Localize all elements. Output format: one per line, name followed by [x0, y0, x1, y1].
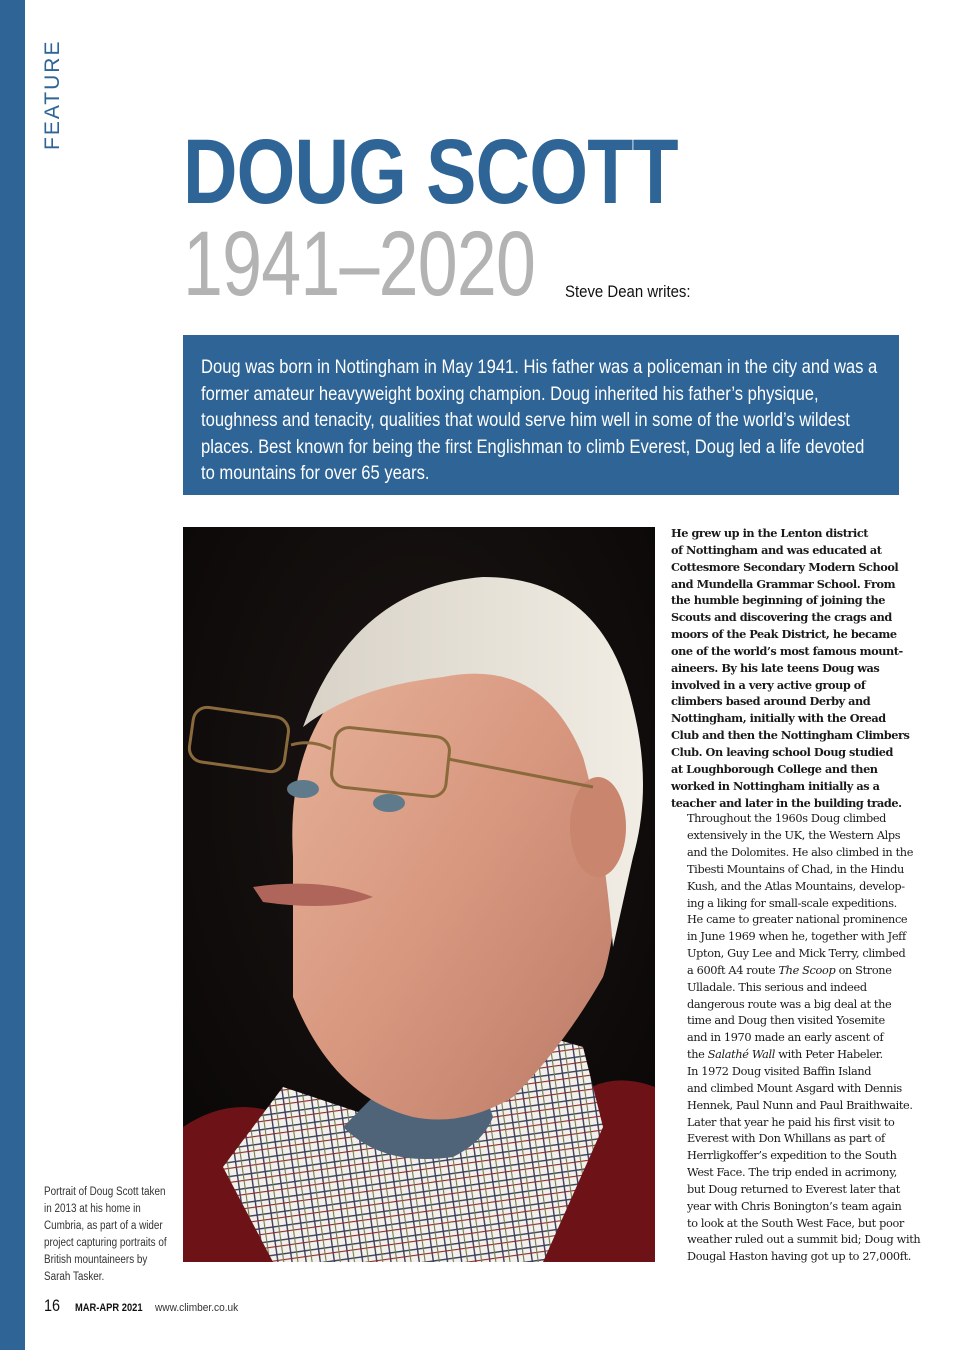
body-line: of Nottingham and was educated at — [671, 542, 882, 557]
body-line: the humble beginning of joining the — [671, 593, 885, 608]
website-link[interactable]: www.climber.co.uk — [155, 1302, 239, 1314]
body-line: Cottesmore Secondary Modern School — [671, 559, 899, 574]
body-line: and climbed Mount Asgard with Dennis — [687, 1081, 902, 1095]
body-line: at Loughborough College and then — [671, 761, 878, 776]
byline: Steve Dean writes: — [565, 282, 691, 301]
issue-date: MAR-APR 2021 — [75, 1302, 143, 1314]
body-paragraph-1 — [671, 525, 910, 811]
body-line: aineers. By his late teens Doug was — [671, 660, 880, 675]
body-line: Dougal Haston having got up to 27,000ft. — [687, 1250, 912, 1264]
page-footer — [44, 1296, 246, 1316]
body-line: Club and then the Nottingham Climbers — [671, 728, 910, 743]
side-color-stripe — [0, 0, 25, 1350]
body-line: He came to greater national prominence — [687, 913, 908, 927]
body-line: Everest with Don Whillans as part of — [687, 1132, 885, 1146]
body-line: ing a liking for small-scale expeditions. — [687, 896, 897, 910]
article-title: DOUG SCOTT — [183, 121, 678, 223]
photo-caption: Portrait of Doug Scott taken in 2013 at his home in Cumbria, as part of a wider project capturing portraits of British mountaineers by Sarah Tasker. — [44, 1186, 167, 1283]
portrait-illustration — [183, 527, 655, 1262]
body-paragraph-3 — [671, 1064, 921, 1266]
life-years: 1941–2020 — [183, 213, 536, 315]
body-line: Nottingham, initially with the Oread — [671, 711, 886, 726]
body-line: Scouts and discovering the crags and — [671, 610, 892, 625]
body-line: West Face. The trip ended in acrimony, — [687, 1166, 897, 1180]
body-line: worked in Nottingham initially as a — [671, 778, 880, 793]
body-line: Ulladale. This serious and indeed — [687, 980, 867, 994]
body-line: and Mundella Grammar School. From — [671, 576, 896, 591]
body-line: the Salathé Wall with Peter Habeler. — [687, 1048, 883, 1062]
body-line: time and Doug then visited Yosemite — [687, 1014, 885, 1028]
body-line: In 1972 Doug visited Baffin Island — [687, 1065, 872, 1078]
body-line: He grew up in the Lenton district — [671, 526, 869, 540]
portrait-photo — [183, 527, 655, 1262]
intro-standfirst-box — [183, 335, 899, 495]
body-line: climbers based around Derby and — [671, 694, 871, 709]
article-body — [671, 525, 921, 1266]
section-label: FEATURE — [41, 39, 64, 150]
body-line: Upton, Guy Lee and Mick Terry, climbed — [687, 947, 906, 961]
body-line: involved in a very active group of — [671, 677, 866, 692]
body-line: Hennek, Paul Nunn and Paul Braithwaite. — [687, 1098, 913, 1112]
body-line: weather ruled out a summit bid; Doug with — [687, 1233, 921, 1247]
body-line: dangerous route was a big deal at the — [687, 997, 892, 1011]
body-line: Club. On leaving school Doug studied — [671, 744, 893, 759]
body-line: and the Dolomites. He also climbed in the — [687, 846, 914, 860]
route-name: Salathé Wall — [707, 1048, 776, 1062]
body-line: but Doug returned to Everest later that — [687, 1182, 900, 1196]
body-line: a 600ft A4 route The Scoop on Strone — [687, 963, 892, 977]
body-line: teacher and later in the building trade. — [671, 795, 902, 810]
body-line: Tibesti Mountains of Chad, in the Hindu — [687, 862, 904, 876]
body-line: Throughout the 1960s Doug climbed — [687, 812, 887, 826]
body-paragraph-2 — [671, 811, 914, 1064]
body-line: moors of the Peak District, he became — [671, 627, 897, 642]
body-line: one of the world’s most famous mount- — [671, 643, 903, 658]
intro-text: Doug was born in Nottingham in May 1941. His father was a policeman in the city and was a former amateur heavyweight boxing champion. Doug inherited his father’s physique, toughness and tenacity, qualities that would serve him well in some of the world’s wildest places. Best known for being the first Englishman to climb Everest, Doug led a life devoted to mountains for over 65 years. — [201, 356, 878, 484]
body-line: in June 1969 when he, together with Jeff — [687, 930, 906, 944]
body-line: and in 1970 made an early ascent of — [687, 1031, 884, 1045]
body-line: Herrligkoffer’s expedition to the South — [687, 1149, 897, 1163]
body-line: to look at the South West Face, but poor — [687, 1216, 904, 1230]
body-line: year with Chris Bonington’s team again — [687, 1199, 902, 1213]
body-line: extensively in the UK, the Western Alps — [687, 829, 901, 843]
page-number: 16 — [44, 1296, 61, 1315]
body-line: Later that year he paid his first visit to — [687, 1115, 895, 1129]
route-name: The Scoop — [778, 963, 836, 977]
body-line: Kush, and the Atlas Mountains, develop- — [687, 879, 905, 893]
